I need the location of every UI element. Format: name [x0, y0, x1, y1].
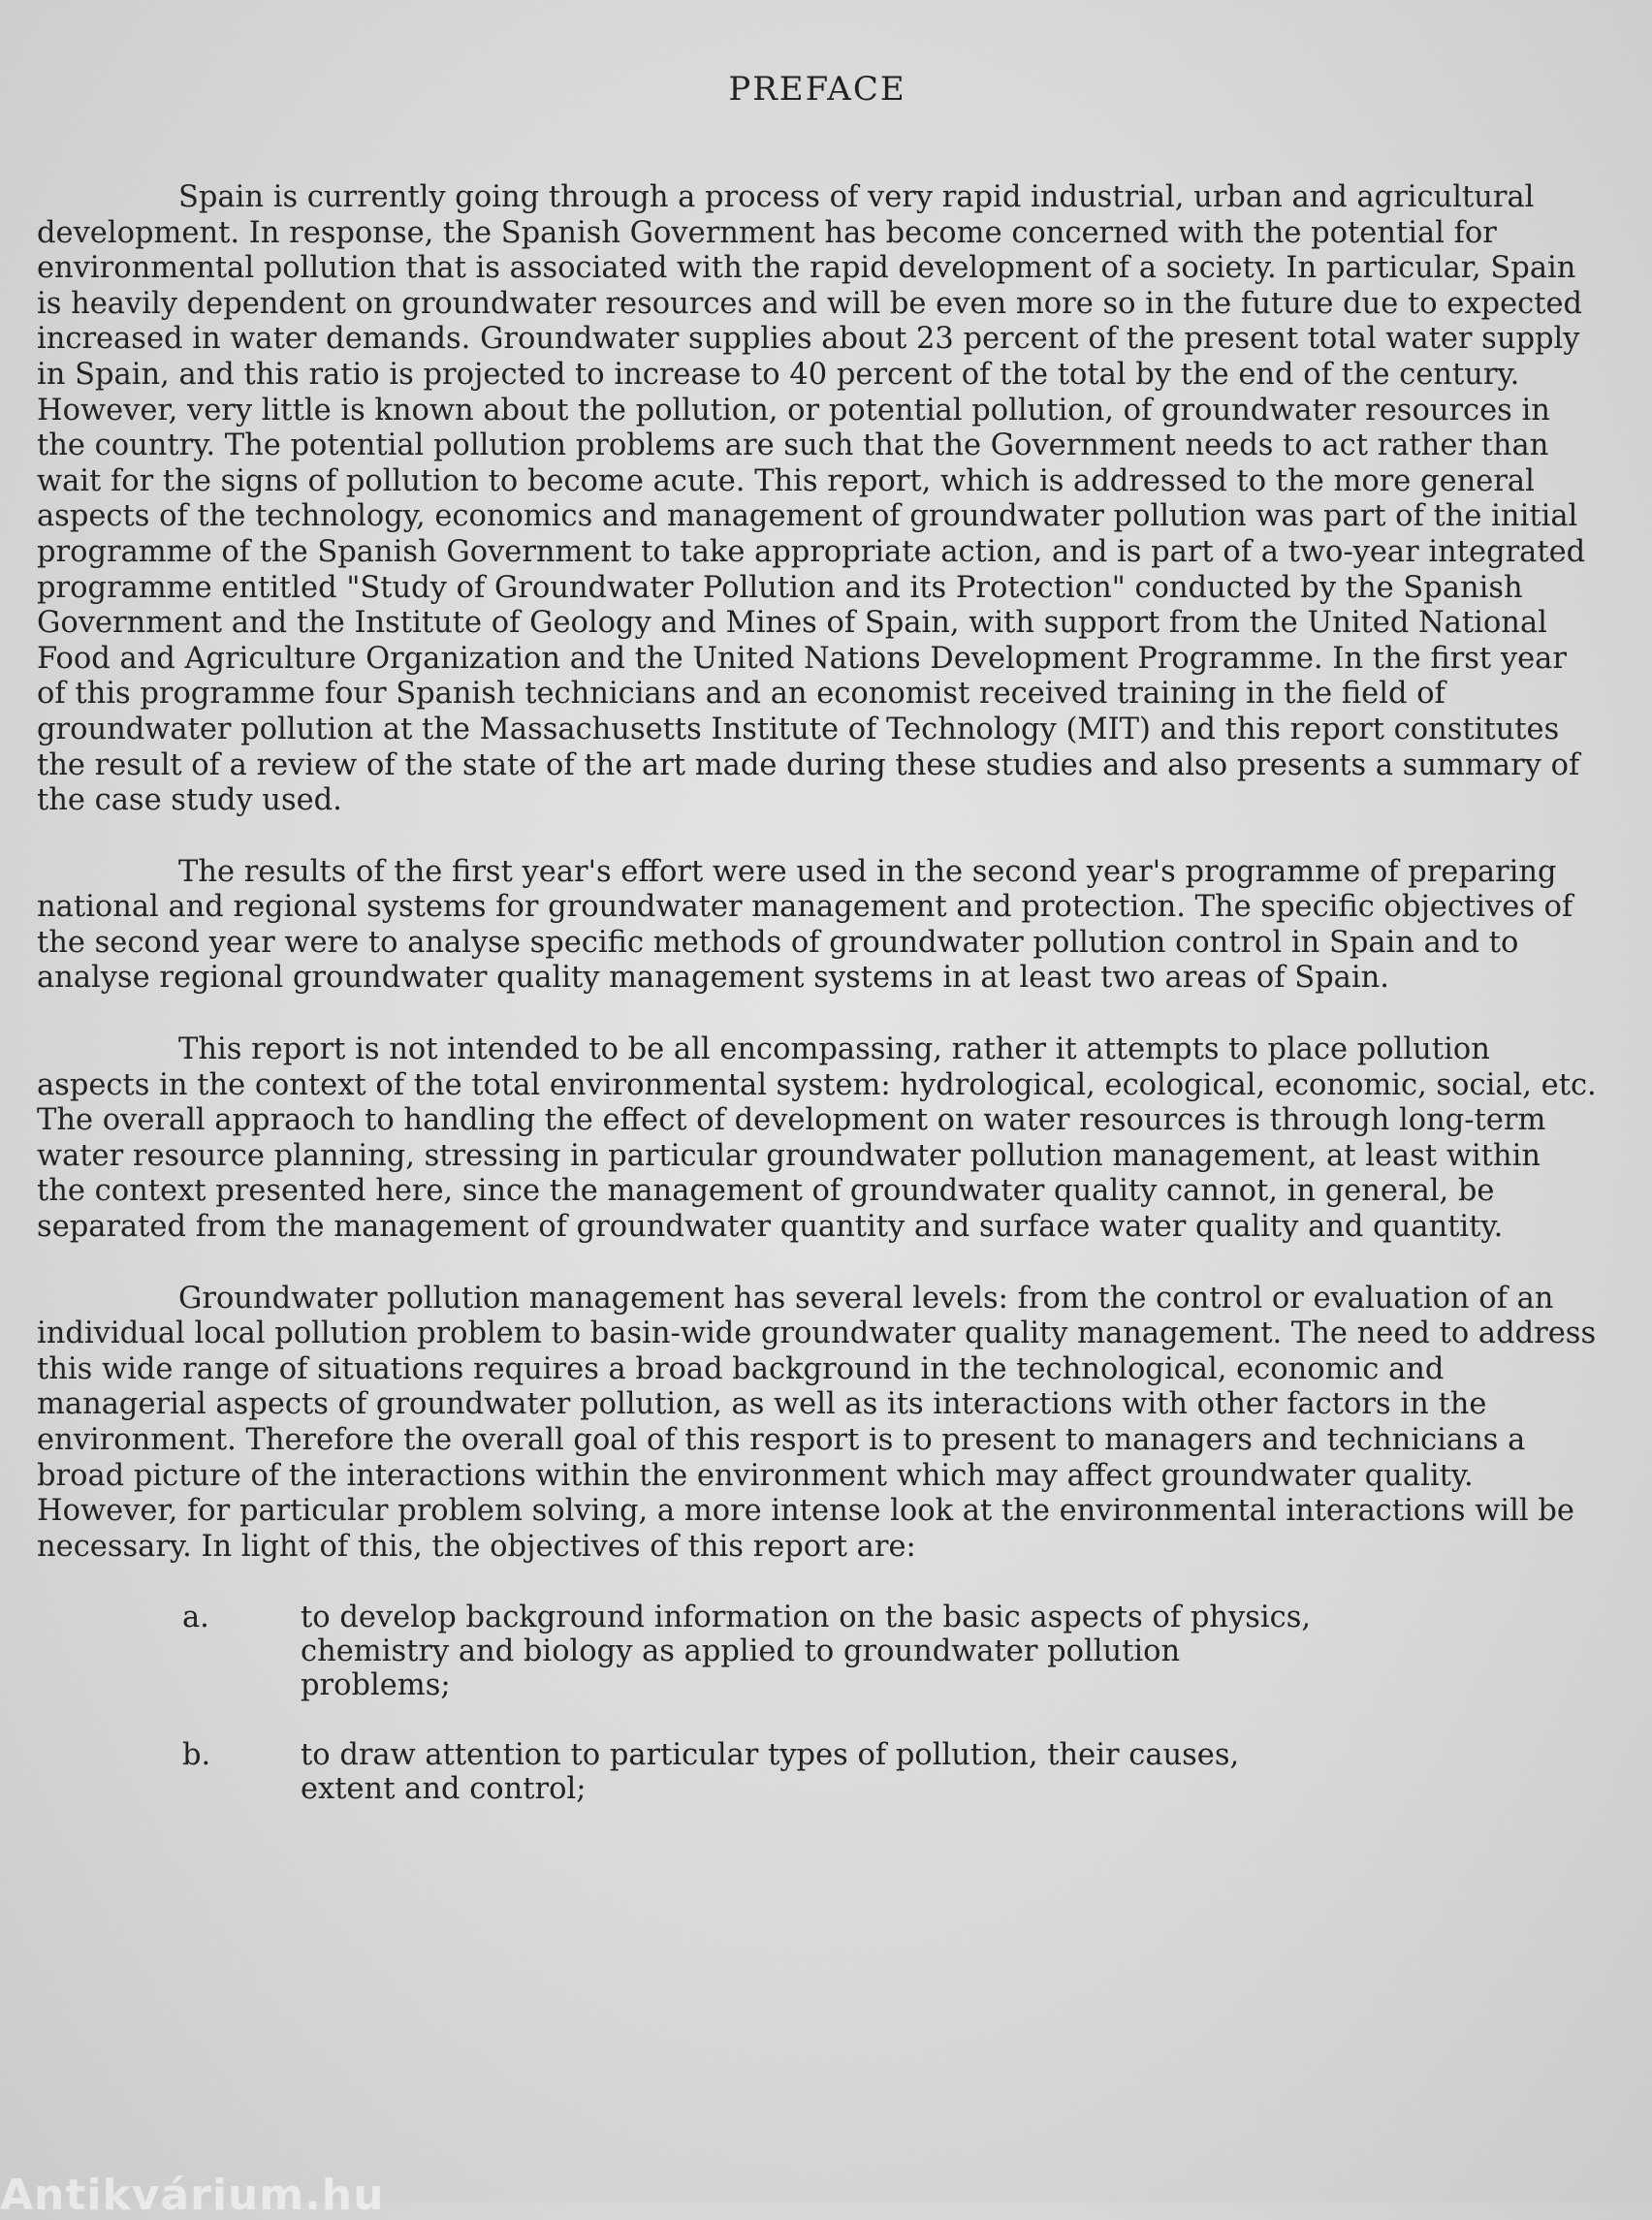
list-item-text: to develop background information on the basic aspects of physics, chemistry and biology as applied to groundwater pollution problems; — [301, 1601, 1312, 1703]
watermark: Antikvárium.hu — [0, 2171, 385, 2220]
paragraph-management-levels: Groundwater pollution management has several levels: from the control or evaluation of an individual local pollution problem to basin-wide groundwater quality management. The need to address this wide range of situations requires a broad background in the technological, economic and managerial aspects of groundwater pollution, as well as its interactions with other factors in the environment. Therefore the overall goal of this resport is to present to managers and technicians a broad picture of the interactions within the environment which may affect groundwater quality. However, for particular problem solving, a more intense look at the environmental interactions will be necessary. In light of this, the objectives of this report are: — [37, 1281, 1597, 1564]
document-page — [37, 70, 1598, 1842]
list-item-label: b. — [182, 1738, 211, 1773]
objectives-list — [37, 1601, 1598, 1806]
page-title: PREFACE — [728, 70, 906, 109]
paragraph-second-year: The results of the first year's effort were used in the second year's programme of preparing national and regional systems for groundwater management and protection. The specific objectives of the second year were to analyse specific methods of groundwater pollution control in Spain and to analyse regional groundwater quality management systems in at least two areas of Spain. — [37, 854, 1573, 996]
paragraph-scope: This report is not intended to be all encompassing, rather it attempts to place pollution aspects in the context of the total environmental system: hydrological, ecological, economic, social, etc. The overall appraoch to handling the effect of development on water resources is through long-term water resource planning, stressing in particular groundwater pollution management, at least within the context presented here, since the management of groundwater quality cannot, in general, be separated from the management of groundwater quantity and surface water quality and quantity. — [37, 1032, 1597, 1245]
list-item — [37, 1601, 1598, 1702]
list-item-text: to draw attention to particular types of pollution, their causes, extent and control; — [301, 1738, 1240, 1807]
list-item — [37, 1738, 1598, 1806]
list-item-label: a. — [182, 1601, 209, 1635]
paragraph-intro: Spain is currently going through a process of very rapid industrial, urban and agricultural development. In response, the Spanish Government has become concerned with the potential for environmental pollution that is associated with the rapid development of a society. In particular, Spain is heavily dependent on groundwater resources and will be even more so in the future due to expected increased in water demands. Groundwater supplies about 23 percent of the present total water supply in Spain, and this ratio is projected to increase to 40 percent of the total by the end of the century. However, very little is known about the pollution, or potential pollution, of groundwater resources in the country. The potential pollution problems are such that the Government needs to act rather than wait for the signs of pollution to become acute. This report, which is addressed to the more general aspects of the technology, economics and management of groundwater pollution was part of the initial programme of the Spanish Government to take appropriate action, and is part of a two-year integrated programme entitled "Study of Groundwater Pollution and its Protection" conducted by the Spanish Government and the Institute of Geology and Mines of Spain, with support from the United National Food and Agriculture Organization and the United Nations Development Programme. In the first year of this programme four Spanish technicians and an economist received training in the field of groundwater pollution at the Massachusetts Institute of Technology (MIT) and this report constitutes the result of a review of the state of the art made during these studies and also presents a summary of the case study used. — [37, 180, 1586, 818]
